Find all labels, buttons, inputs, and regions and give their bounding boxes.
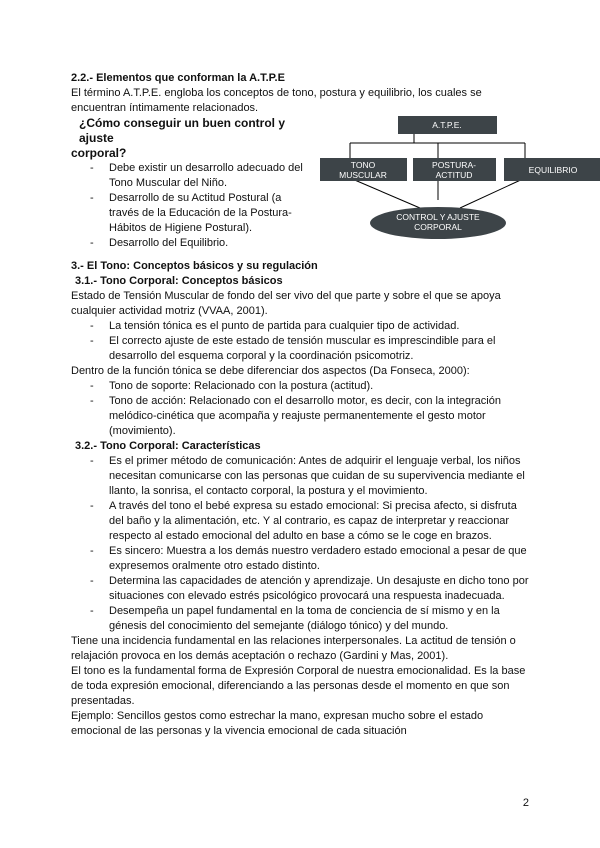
- section-3-heading: 3.- El Tono: Conceptos básicos y su regulación: [71, 260, 318, 272]
- atpe-diagram: [320, 116, 600, 240]
- list-item: - Desarrollo del Equilibrio.: [71, 236, 311, 251]
- control-ajuste-label: CONTROL Y AJUSTE: [396, 212, 480, 222]
- page-number: 2: [522, 797, 529, 809]
- postura-label: POSTURA-: [432, 160, 476, 170]
- list-item: - La tensión tónica es el punto de partida para cualquier tipo de actividad.: [71, 319, 529, 334]
- list-item: - Determina las capacidades de atención y aprendizaje. Un desajuste en dicho tono por situaciones con elevado estrés psicológico provocará una respuesta inadecuada.: [71, 574, 529, 604]
- corporal-label: CORPORAL: [414, 222, 462, 232]
- relaciones-text: Tiene una incidencia fundamental en las relaciones interpersonales. La actitud de tensión o relajación provoca en los demás aceptación o rechazo (Gardini y Mas, 2001).: [71, 635, 516, 662]
- actitud-label: ACTITUD: [435, 170, 473, 180]
- list-item: - A través del tono el bebé expresa su estado emocional: Si precisa afecto, si disfruta del baño y la alimentación, etc. Y al contrario, es capaz de interpretar y reaccionar respecto al estado emocional del adulto en base a cómo se le coge en brazos.: [71, 499, 529, 544]
- atpe-label: A.T.P.E.: [432, 120, 462, 130]
- list-item: - Es el primer método de comunicación: Antes de adquirir el lenguaje verbal, los niños necesitan comunicarse con las personas que cuidan de su supervivencia mediante el llanto, la sonrisa, el contacto corporal, la postura y el movimiento.: [71, 454, 529, 499]
- section-2-2-heading: 2.2.- Elementos que conforman la A.T.P.E: [71, 72, 285, 84]
- funcion-tonica-bullets: [71, 379, 529, 439]
- connector-line: [350, 178, 420, 208]
- connector-line: [460, 178, 525, 208]
- list-item: - Debe existir un desarrollo adecuado del Tono Muscular del Niño.: [71, 161, 311, 191]
- expresion-text: El tono es la fundamental forma de Expresión Corporal de nuestra emocionalidad. Es la base de toda expresión emocional, diferenciando a las personas desde el momento en que son presentadas.: [71, 665, 526, 707]
- tono-definition: Estado de Tensión Muscular de fondo del ser vivo del que parte y sobre el que se apoya cualquier actividad motriz (VVAA, 2001).: [71, 290, 501, 317]
- list-item: - Tono de soporte: Relacionado con la postura (actitud).: [71, 379, 529, 394]
- ejemplo-text: Ejemplo: Sencillos gestos como estrechar la mano, expresan mucho sobre el estado emocional de las personas y la vivencia emocional de cada situación: [71, 710, 484, 737]
- section-2-2-intro: El término A.T.P.E. engloba los conceptos de tono, postura y equilibrio, los cuales se encuentran íntimamente relacionados.: [71, 87, 482, 114]
- section-3-2-heading: 3.2.- Tono Corporal: Características: [75, 440, 261, 452]
- list-item: - Desempeña un papel fundamental en la toma de conciencia de sí mismo y en la génesis del conocimiento del semejante (diálogo tónico) y del mundo.: [71, 604, 529, 634]
- list-item: - Desarrollo de su Actitud Postural (a través de la Educación de la Postura-Hábitos de Higiene Postural).: [71, 191, 311, 236]
- section-3-1-heading: 3.1.- Tono Corporal: Conceptos básicos: [75, 275, 283, 287]
- list-item: - El correcto ajuste de este estado de tensión muscular es imprescindible para el desarrollo del esquema corporal y la coordinación psicomotriz.: [71, 334, 529, 364]
- section-2-2-left-column: [71, 116, 311, 251]
- control-question: ¿Cómo conseguir un buen control y ajuste corporal?: [71, 116, 286, 160]
- list-item: - Tono de acción: Relacionado con el desarrollo motor, es decir, con la integración melódico-cinética que acompaña y reajuste permanentemente el gesto motor (movimiento).: [71, 394, 529, 439]
- list-item: - Es sincero: Muestra a los demás nuestro verdadero estado emocional a pesar de que expresemos oralmente otro estado distinto.: [71, 544, 529, 574]
- tono-bullets: [71, 319, 529, 364]
- control-bullets: [71, 161, 311, 251]
- muscular-label: MUSCULAR: [339, 170, 387, 180]
- caracteristicas-bullets: [71, 454, 529, 634]
- funcion-tonica-text: Dentro de la función tónica se debe diferenciar dos aspectos (Da Fonseca, 2000):: [71, 365, 470, 377]
- equilibrio-label: EQUILIBRIO: [528, 165, 578, 175]
- tono-label: TONO: [350, 160, 376, 170]
